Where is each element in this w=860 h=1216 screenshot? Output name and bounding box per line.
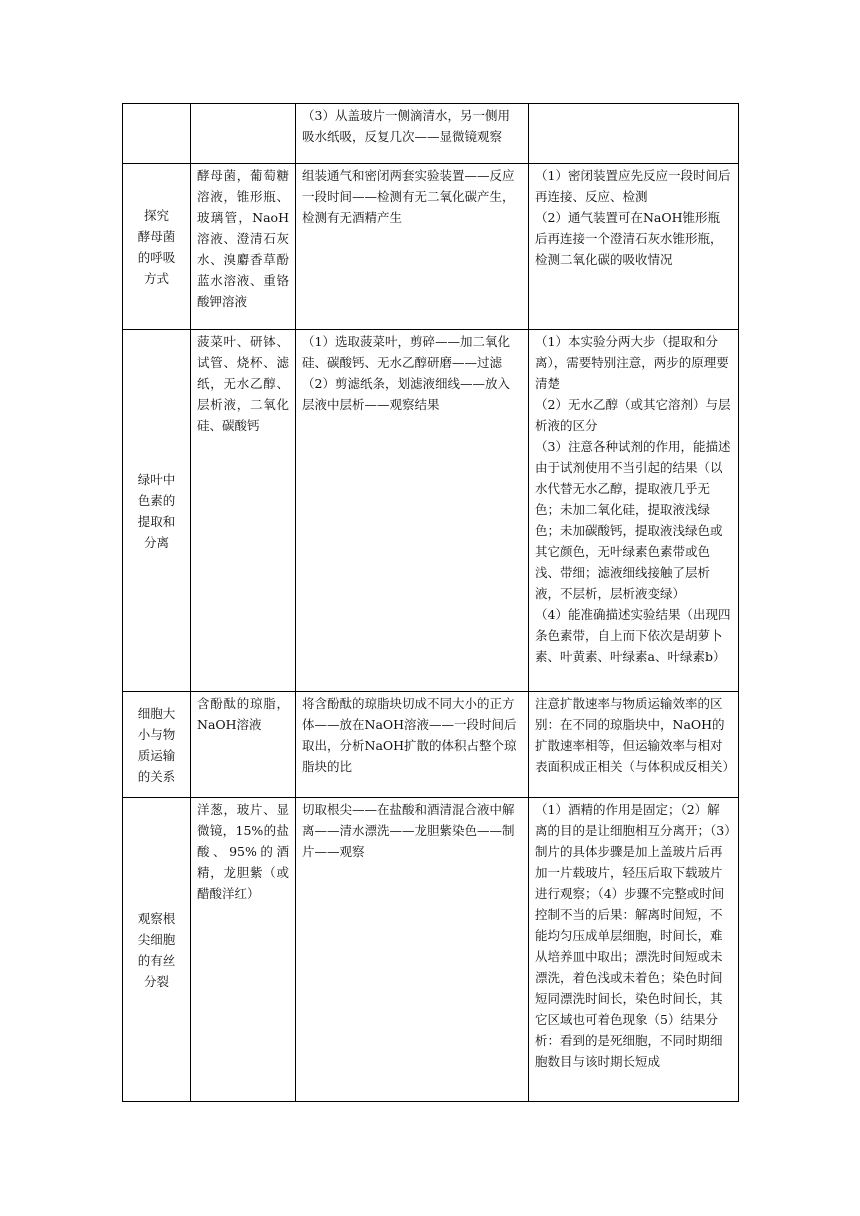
experiment-name-cell: 观察根 尖细胞 的有丝 分裂 [123,798,191,1102]
experiment-name-cell: 细胞大 小与物 质运输 的关系 [123,692,191,798]
steps-cell: 切取根尖——在盐酸和酒清混合液中解离——清水漂洗——龙胆紫染色——制片——观察 [296,798,529,1102]
steps-cell: （1）选取菠菜叶，剪碎——加二氧化硅、碳酸钙、无水乙醇研磨——过滤 （2）剪滤纸条，划滤液细线——放入层液中层析——观察结果 [296,330,529,692]
experiment-name-cell: 探究 酵母菌 的呼吸 方式 [123,164,191,330]
materials-cell [191,104,296,164]
notes-cell: （1）酒精的作用是固定；（2）解离的目的是让细胞相互分离开；（3）制片的具体步骤是加上盖玻片后再加一片载玻片，轻压后取下载玻片进行观察；（4）步骤不完整或时间控制不当的后果：解离时间短，不能均匀压成单层细胞，时间长，难从培养皿中取出；漂洗时间短或未漂洗，着色浅或未着色；染色时间短同漂洗时间长，染色时间长，其它区域也可着色现象（5）结果分析：看到的是死细胞，不同时期细胞数目与该时期长短成 [529,798,739,1102]
notes-cell: 注意扩散速率与物质运输效率的区别：在不同的琼脂块中，NaOH的扩散速率相等，但运输效率与相对表面积成正相关（与体积成反相关） [529,692,739,798]
table-row [123,692,739,798]
experiment-name-cell [123,104,191,164]
steps-cell: 将含酚酞的琼脂块切成不同大小的正方体——放在NaOH溶液——一段时间后取出，分析NaOH扩散的体积占整个琼脂块的比 [296,692,529,798]
materials-cell: 酵母菌，葡萄糖溶液，锥形瓶、玻璃管，NaoH溶液、澄清石灰水、溴麝香草酚蓝水溶液、重铬酸钾溶液 [191,164,296,330]
table-row [123,164,739,330]
experiment-table [122,103,739,1102]
materials-cell: 洋葱，玻片、显微镜，15%的盐酸、95%的酒精，龙胆紫（或醋酸洋红） [191,798,296,1102]
materials-cell: 含酚酞的琼脂，NaOH溶液 [191,692,296,798]
table-row [123,104,739,164]
steps-cell: （3）从盖玻片一侧滴清水，另一侧用吸水纸吸，反复几次——显微镜观察 [296,104,529,164]
notes-cell: （1）密闭装置应先反应一段时间后再连接、反应、检测 （2）通气装置可在NaOH锥形瓶后再连接一个澄清石灰水锥形瓶，检测二氧化碳的吸收情况 [529,164,739,330]
notes-cell [529,104,739,164]
notes-cell: （1）本实验分两大步（提取和分离），需要特别注意，两步的原理要清楚 （2）无水乙醇（或其它溶剂）与层析液的区分 （3）注意各种试剂的作用，能描述由于试剂使用不当引起的结果（以水代替无水乙醇，提取液几乎无色；未加二氧化硅，提取液浅绿色；未加碳酸钙，提取液浅绿色或其它颜色，无叶绿素色素带或色浅、带细；滤液细线接触了层析液，不层析，层析液变绿） （4）能准确描述实验结果（出现四条色素带，自上而下依次是胡萝卜素、叶黄素、叶绿素a、叶绿素b） [529,330,739,692]
table-row [123,330,739,692]
experiment-name-cell: 绿叶中 色素的 提取和 分离 [123,330,191,692]
steps-cell: 组装通气和密闭两套实验装置——反应一段时间——检测有无二氧化碳产生，检测有无酒精产生 [296,164,529,330]
materials-cell: 菠菜叶、研钵、试管、烧杯、滤纸，无水乙醇、层析液，二氧化硅、碳酸钙 [191,330,296,692]
table-row [123,798,739,1102]
